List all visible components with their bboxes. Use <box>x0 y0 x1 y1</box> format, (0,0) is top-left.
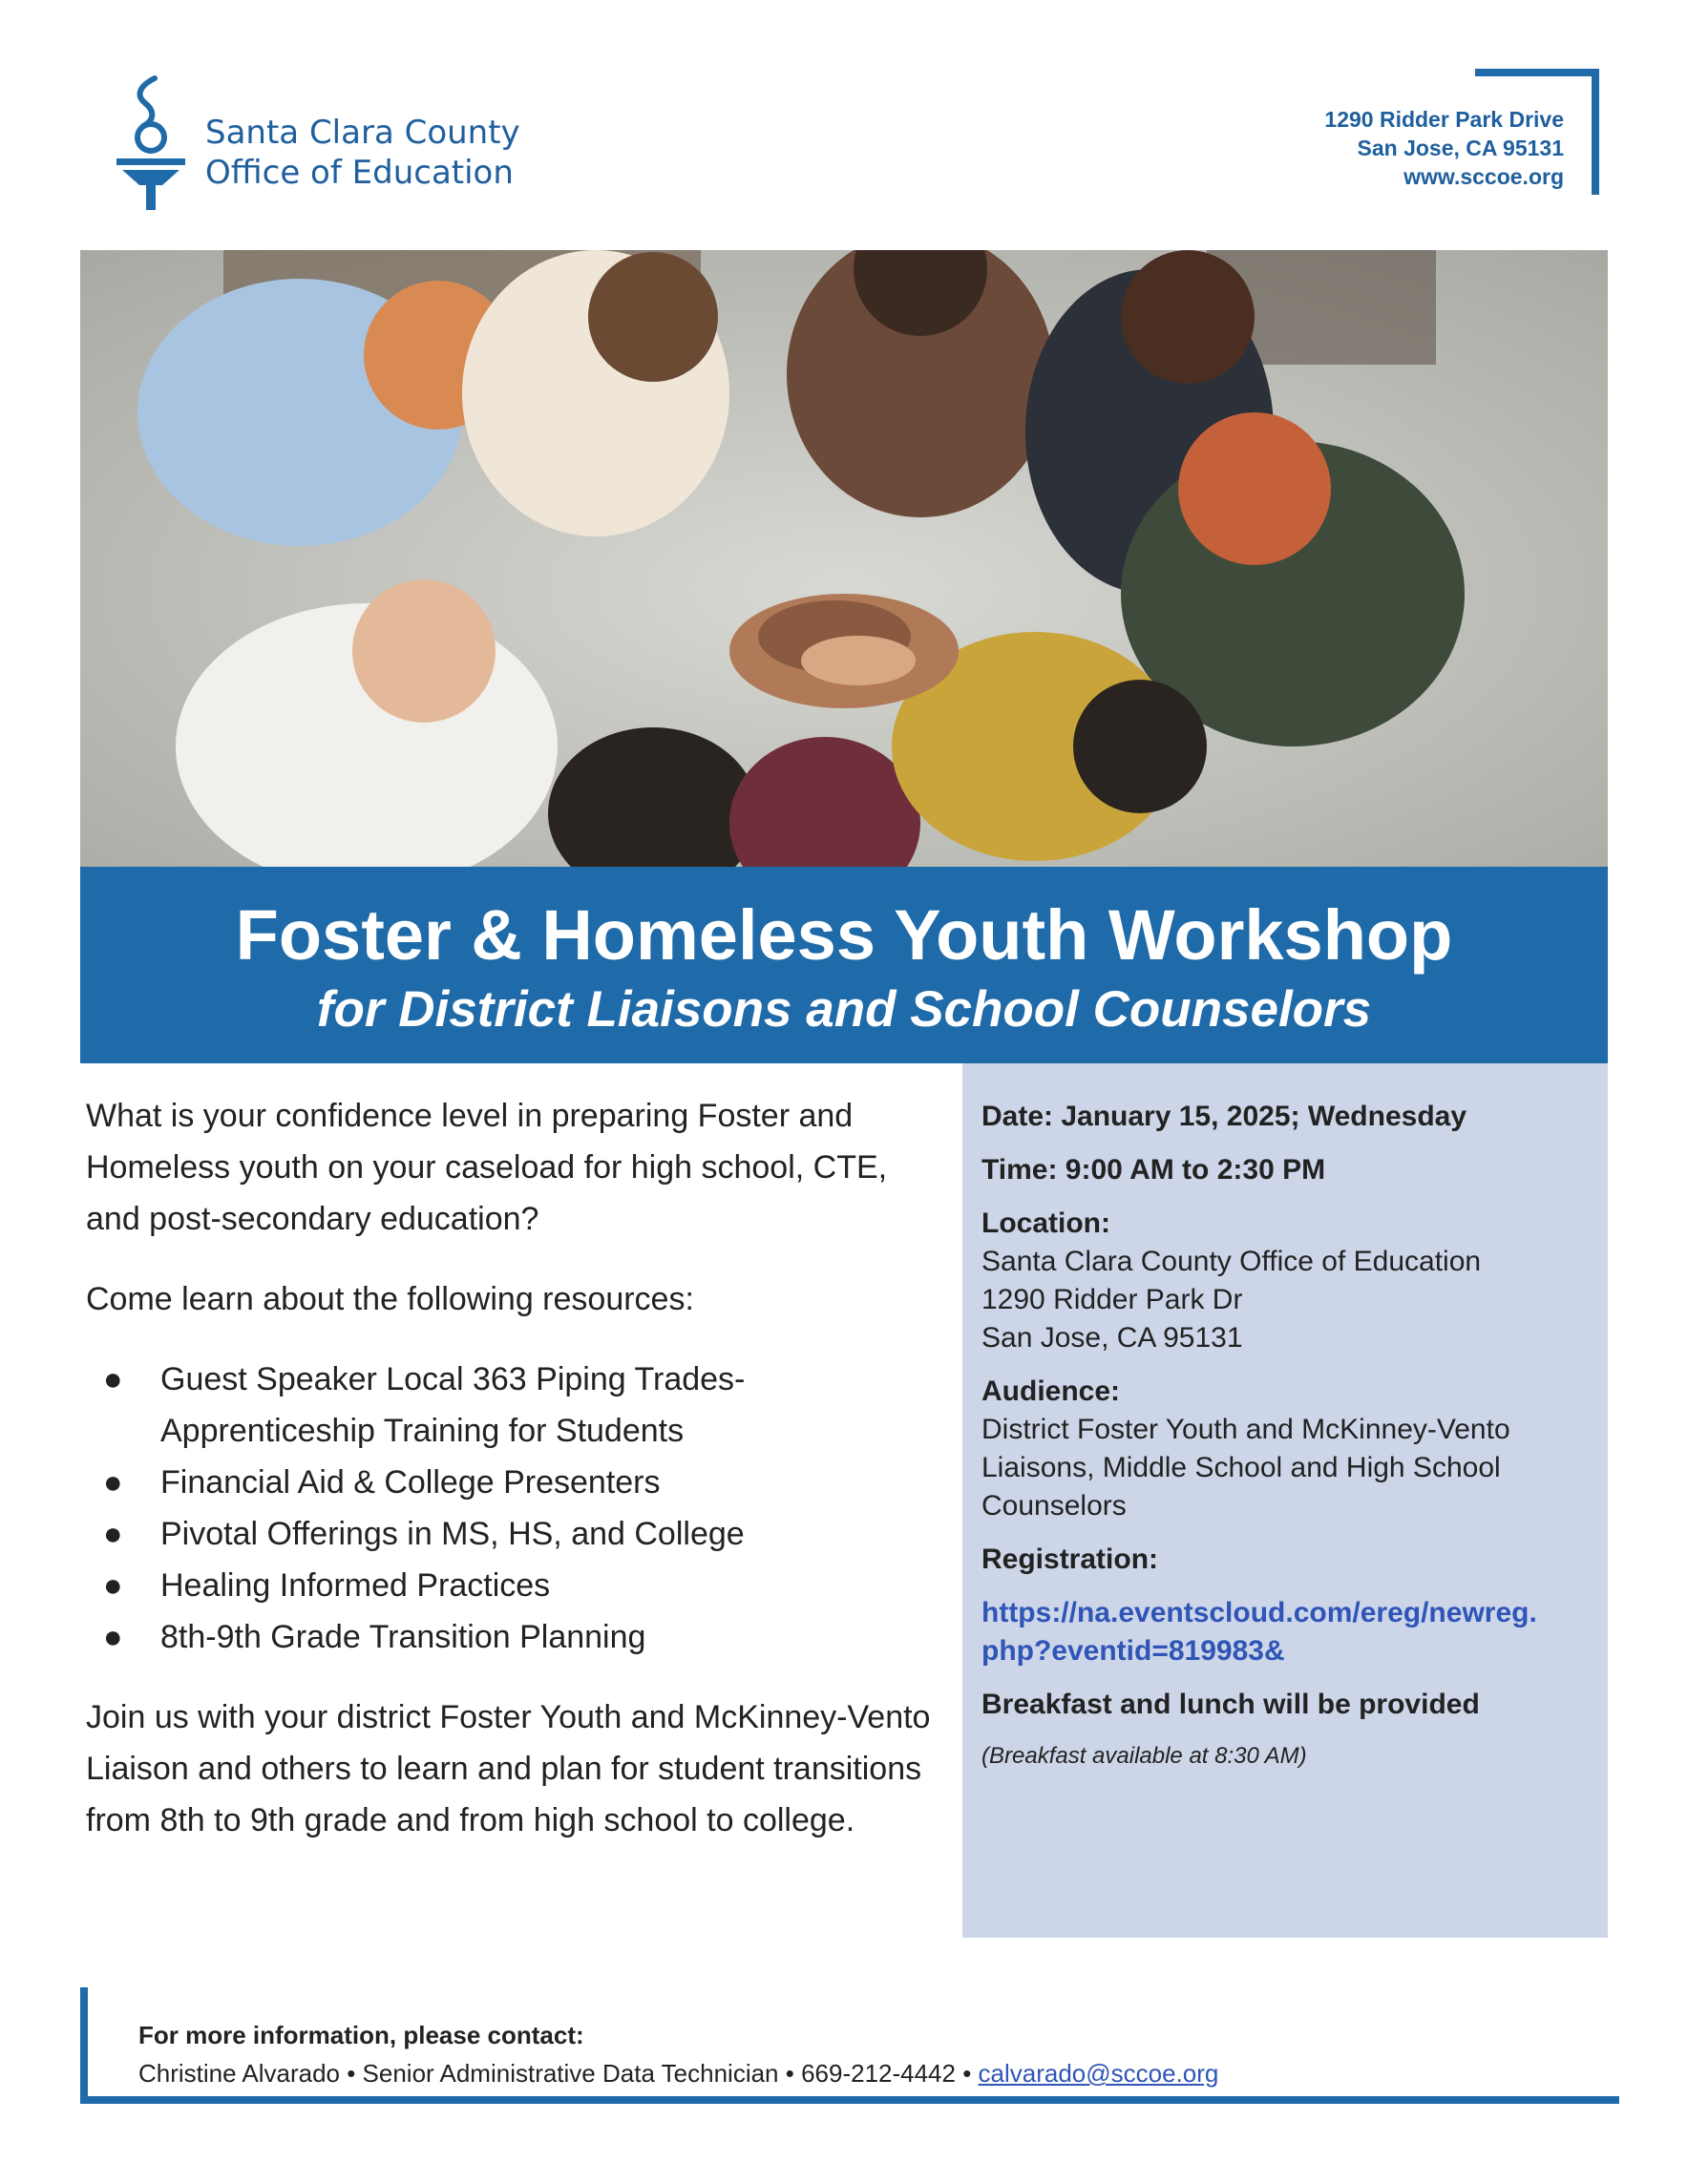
website-link[interactable]: www.sccoe.org <box>1403 164 1564 189</box>
address-city: San Jose, CA 95131 <box>1357 136 1564 160</box>
list-item-text: 8th-9th Grade Transition Planning <box>160 1619 646 1655</box>
location-line-2: 1290 Ridder Park Dr <box>981 1284 1243 1315</box>
address-block <box>1324 105 1564 191</box>
audience-label: Audience: <box>981 1376 1121 1407</box>
registration-url-line-1[interactable]: https://na.eventscloud.com/ereg/newreg. <box>981 1597 1537 1628</box>
footer-contact <box>138 2058 1218 2089</box>
page-title: Foster & Homeless Youth Workshop <box>235 895 1453 975</box>
list-item-text: Financial Aid & College Presenters <box>160 1464 661 1501</box>
bullet-icon: ● <box>103 1516 123 1552</box>
footer-heading: For more information, please contact: <box>138 2021 584 2049</box>
registration-link[interactable] <box>981 1594 1593 1670</box>
list-item-text: Guest Speaker Local 363 Piping Trades-Apprenticeship Training for Students <box>160 1361 746 1449</box>
bullet-icon: ● <box>103 1567 123 1604</box>
closing-paragraph: Join us with your district Foster Youth and McKinney-Vento Liaison and others to learn and plan for student transitions from 8th to 9th grade and from high school to college. <box>86 1699 931 1838</box>
list-item <box>86 1611 945 1663</box>
list-item <box>86 1457 945 1508</box>
event-time: Time: 9:00 AM to 2:30 PM <box>981 1154 1326 1186</box>
page-subtitle: for District Liaisons and School Counselors <box>316 981 1372 1038</box>
event-date: Date: January 15, 2025; Wednesday <box>981 1101 1467 1132</box>
audience-text: District Foster Youth and McKinney-Vento Liaisons, Middle School and High School Counselors <box>981 1414 1510 1522</box>
bullet-icon: ● <box>103 1464 123 1501</box>
location-line-3: San Jose, CA 95131 <box>981 1322 1243 1354</box>
contact-details: Christine Alvarado • Senior Administrative Data Technician • 669-212-4442 • <box>138 2059 979 2088</box>
event-info-panel <box>962 1063 1608 1938</box>
list-item-text: Healing Informed Practices <box>160 1567 551 1604</box>
org-name-line-2: Office of Education <box>205 154 514 192</box>
registration-label: Registration: <box>981 1544 1159 1575</box>
organization-name <box>205 113 520 193</box>
list-item <box>86 1354 945 1457</box>
location-label: Location: <box>981 1208 1110 1239</box>
intro-question: What is your confidence level in preparing Foster and Homeless youth on your caseload for high school, CTE, and post-secondary education? <box>86 1098 888 1237</box>
list-item-text: Pivotal Offerings in MS, HS, and College <box>160 1516 745 1552</box>
breakfast-note: (Breakfast available at 8:30 AM) <box>981 1743 1307 1769</box>
hands-together-illustration <box>80 250 1608 867</box>
location-line-1: Santa Clara County Office of Education <box>981 1246 1482 1277</box>
list-item <box>86 1560 945 1611</box>
bullet-icon: ● <box>103 1619 123 1655</box>
torch-logo-icon <box>113 74 189 213</box>
contact-email-link[interactable]: calvarado@sccoe.org <box>978 2059 1219 2088</box>
meals-notice: Breakfast and lunch will be provided <box>981 1689 1480 1720</box>
org-name-line-1: Santa Clara County <box>205 114 520 152</box>
event-info <box>981 1098 1593 1774</box>
registration-url-line-2[interactable]: php?eventid=819983& <box>981 1635 1285 1667</box>
title-banner <box>80 867 1608 1063</box>
resource-list <box>86 1354 945 1663</box>
main-content <box>86 1090 945 1846</box>
bullet-icon: ● <box>103 1361 123 1397</box>
resources-heading: Come learn about the following resources: <box>86 1281 694 1317</box>
address-street: 1290 Ridder Park Drive <box>1324 107 1564 132</box>
hero-photo <box>80 250 1608 867</box>
list-item <box>86 1508 945 1560</box>
